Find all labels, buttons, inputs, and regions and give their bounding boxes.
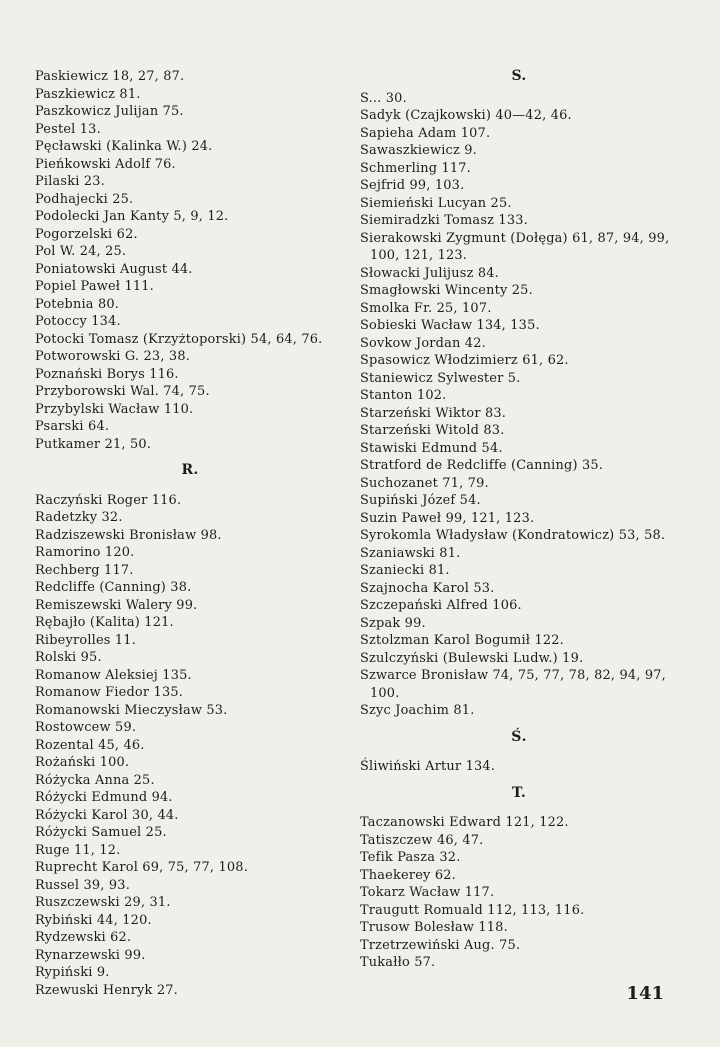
- index-entry: Szczepański Alfred 106.: [360, 598, 522, 613]
- entries-s: [360, 90, 678, 720]
- index-entry: Różycki Karol 30, 44.: [35, 807, 179, 823]
- index-entry: Rybiński 44, 120.: [35, 912, 152, 928]
- index-entry: Pol W. 24, 25.: [35, 244, 127, 259]
- index-entry: Russel 39, 93.: [35, 877, 130, 893]
- index-entry: Przyborowski Wal. 74, 75.: [35, 384, 210, 399]
- index-entry: Suzin Paweł 99, 121, 123.: [360, 510, 535, 526]
- index-entry: Poznański Borys 116.: [35, 366, 179, 382]
- index-entry: Szulczyński (Bulewski Ludw.) 19.: [360, 650, 584, 666]
- index-entry: Paszkiewicz 81.: [35, 86, 141, 102]
- index-entry: Starzeński Wiktor 83.: [360, 405, 507, 421]
- index-entry: Potebnia 80.: [35, 296, 120, 312]
- index-entry: Pieńkowski Adolf 76.: [35, 156, 176, 172]
- index-entry: Schmerling 117.: [360, 160, 471, 176]
- index-entry: Ruszczewski 29, 31.: [35, 895, 171, 910]
- entries-t: [360, 814, 678, 972]
- index-entry: Rostowcew 59.: [35, 720, 137, 735]
- index-entry: Suchozanet 71, 79.: [360, 475, 489, 491]
- index-entry: Paskiewicz 18, 27, 87.: [35, 69, 185, 84]
- index-entry: Thaekerey 62.: [360, 867, 456, 883]
- index-entry: Sawaszkiewicz 9.: [360, 143, 477, 158]
- index-entry: Raczyński Roger 116.: [35, 492, 182, 508]
- index-entry: Podolecki Jan Kanty 5, 9, 12.: [35, 209, 229, 224]
- index-entry: Siemieński Lucyan 25.: [360, 195, 512, 211]
- index-entry: Pilaski 23.: [35, 174, 105, 189]
- index-entry: Paszkowicz Julijan 75.: [35, 104, 184, 119]
- index-entry: Sejfrid 99, 103.: [360, 178, 465, 193]
- index-entry: Różycka Anna 25.: [35, 772, 155, 788]
- index-entry: Potworowski G. 23, 38.: [35, 349, 191, 364]
- index-entry: Poniatowski August 44.: [35, 261, 193, 277]
- index-entry: Sovkow Jordan 42.: [360, 335, 486, 351]
- section-heading-r: R.: [181, 462, 199, 478]
- index-entry: Pestel 13.: [35, 121, 101, 137]
- index-entry: Traugutt Romuald 112, 113, 116.: [360, 902, 585, 918]
- index-entry: Rębajło (Kalita) 121.: [35, 615, 174, 630]
- index-entry: Różycki Edmund 94.: [35, 790, 173, 805]
- index-entry: Rzewuski Henryk 27.: [35, 982, 178, 998]
- index-entry: Sobieski Wacław 134, 135.: [360, 318, 540, 333]
- index-entry: Potocki Tomasz (Krzyżtoporski) 54, 64, 76.: [35, 331, 323, 347]
- index-entry: Starzeński Witold 83.: [360, 423, 505, 438]
- index-entry: Psarski 64.: [35, 419, 110, 434]
- index-entry: Radziszewski Bronisław 98.: [35, 527, 222, 543]
- index-entry: Różycki Samuel 25.: [35, 825, 167, 840]
- index-entry: Romanow Fiedor 135.: [35, 685, 184, 700]
- index-entry: Sztolzman Karol Bogumił 122.: [360, 633, 564, 648]
- index-entry: Szyc Joachim 81.: [360, 703, 475, 718]
- index-entry: Romanow Aleksiej 135.: [35, 667, 192, 683]
- index-entry: Potoccy 134.: [35, 314, 121, 329]
- index-entry: Remiszewski Walery 99.: [35, 597, 198, 613]
- index-entry: Pogorzelski 62.: [35, 226, 138, 242]
- index-entry: Ribeyrolles 11.: [35, 632, 137, 648]
- index-entry: Pęcławski (Kalinka W.) 24.: [35, 139, 213, 154]
- index-entry: Podhajecki 25.: [35, 191, 134, 207]
- index-entry: Sierakowski Zygmunt (Dołęga) 61, 87, 94, 99, 100, 121, 123.: [360, 230, 670, 263]
- entries-p: [35, 68, 345, 453]
- section-heading-t: T.: [512, 784, 526, 801]
- index-entry: Ruge 11, 12.: [35, 842, 121, 858]
- index-entry: Supiński Józef 54.: [360, 493, 481, 508]
- index-entry: Tatiszczew 46, 47.: [360, 832, 484, 848]
- index-entry: Staniewicz Sylwester 5.: [360, 370, 521, 386]
- index-entry: Rożański 100.: [35, 755, 130, 770]
- index-entry: Szaniawski 81.: [360, 545, 461, 561]
- entries-s-acute: [360, 758, 678, 776]
- index-entry: Sapieha Adam 107.: [360, 125, 491, 141]
- index-entry: Rypiński 9.: [35, 965, 110, 980]
- index-entry: Spasowicz Włodzimierz 61, 62.: [360, 353, 569, 368]
- left-column: [35, 68, 345, 999]
- index-entry: Redcliffe (Canning) 38.: [35, 580, 192, 595]
- index-entry: Smagłowski Wincenty 25.: [360, 283, 533, 298]
- index-entry: Rolski 95.: [35, 650, 102, 665]
- index-entry: Śliwiński Artur 134.: [360, 759, 496, 774]
- index-entry: Tokarz Wacław 117.: [360, 885, 495, 900]
- index-entry: Popiel Paweł 111.: [35, 279, 154, 294]
- index-entry: Szajnocha Karol 53.: [360, 580, 495, 596]
- index-entry: Rechberg 117.: [35, 562, 134, 578]
- right-column: [360, 68, 678, 972]
- index-entry: Tukałło 57.: [360, 955, 436, 970]
- index-entry: Szpak 99.: [360, 615, 426, 631]
- index-entry: Ruprecht Karol 69, 75, 77, 108.: [35, 860, 249, 875]
- section-heading-s: S.: [511, 68, 527, 84]
- index-entry: Szaniecki 81.: [360, 563, 450, 578]
- index-entry: Rynarzewski 99.: [35, 947, 146, 963]
- index-entry: Stanton 102.: [360, 388, 447, 403]
- index-entry: Stratford de Redcliffe (Canning) 35.: [360, 458, 604, 473]
- index-entry: Trzetrzewiński Aug. 75.: [360, 937, 521, 953]
- index-entry: Sadyk (Czajkowski) 40—42, 46.: [360, 108, 572, 123]
- index-entry: Siemiradzki Tomasz 133.: [360, 213, 528, 228]
- index-entry: Trusow Bolesław 118.: [360, 920, 508, 935]
- index-entry: Romanowski Mieczysław 53.: [35, 702, 228, 718]
- index-entry: Syrokomla Władysław (Kondratowicz) 53, 58.: [360, 528, 666, 543]
- index-entry: Taczanowski Edward 121, 122.: [360, 815, 569, 830]
- index-entry: Stawiski Edmund 54.: [360, 440, 503, 456]
- index-entry: Radetzky 32.: [35, 510, 123, 525]
- entries-r: [35, 492, 345, 1000]
- index-entry: Tefik Pasza 32.: [360, 850, 461, 865]
- index-entry: Ramorino 120.: [35, 545, 135, 560]
- index-entry: S... 30.: [360, 90, 407, 106]
- index-entry: Przybylski Wacław 110.: [35, 401, 194, 417]
- section-heading-s-acute: Ś.: [511, 728, 527, 745]
- index-entry: Smolka Fr. 25, 107.: [360, 300, 492, 316]
- page-number: 141: [626, 983, 664, 1004]
- index-entry: Rozental 45, 46.: [35, 737, 145, 753]
- index-entry: Putkamer 21, 50.: [35, 436, 152, 452]
- index-entry: Szwarce Bronisław 74, 75, 77, 78, 82, 94, 97, 100.: [360, 668, 666, 701]
- index-entry: Rydzewski 62.: [35, 930, 132, 945]
- index-entry: Słowacki Julijusz 84.: [360, 265, 499, 281]
